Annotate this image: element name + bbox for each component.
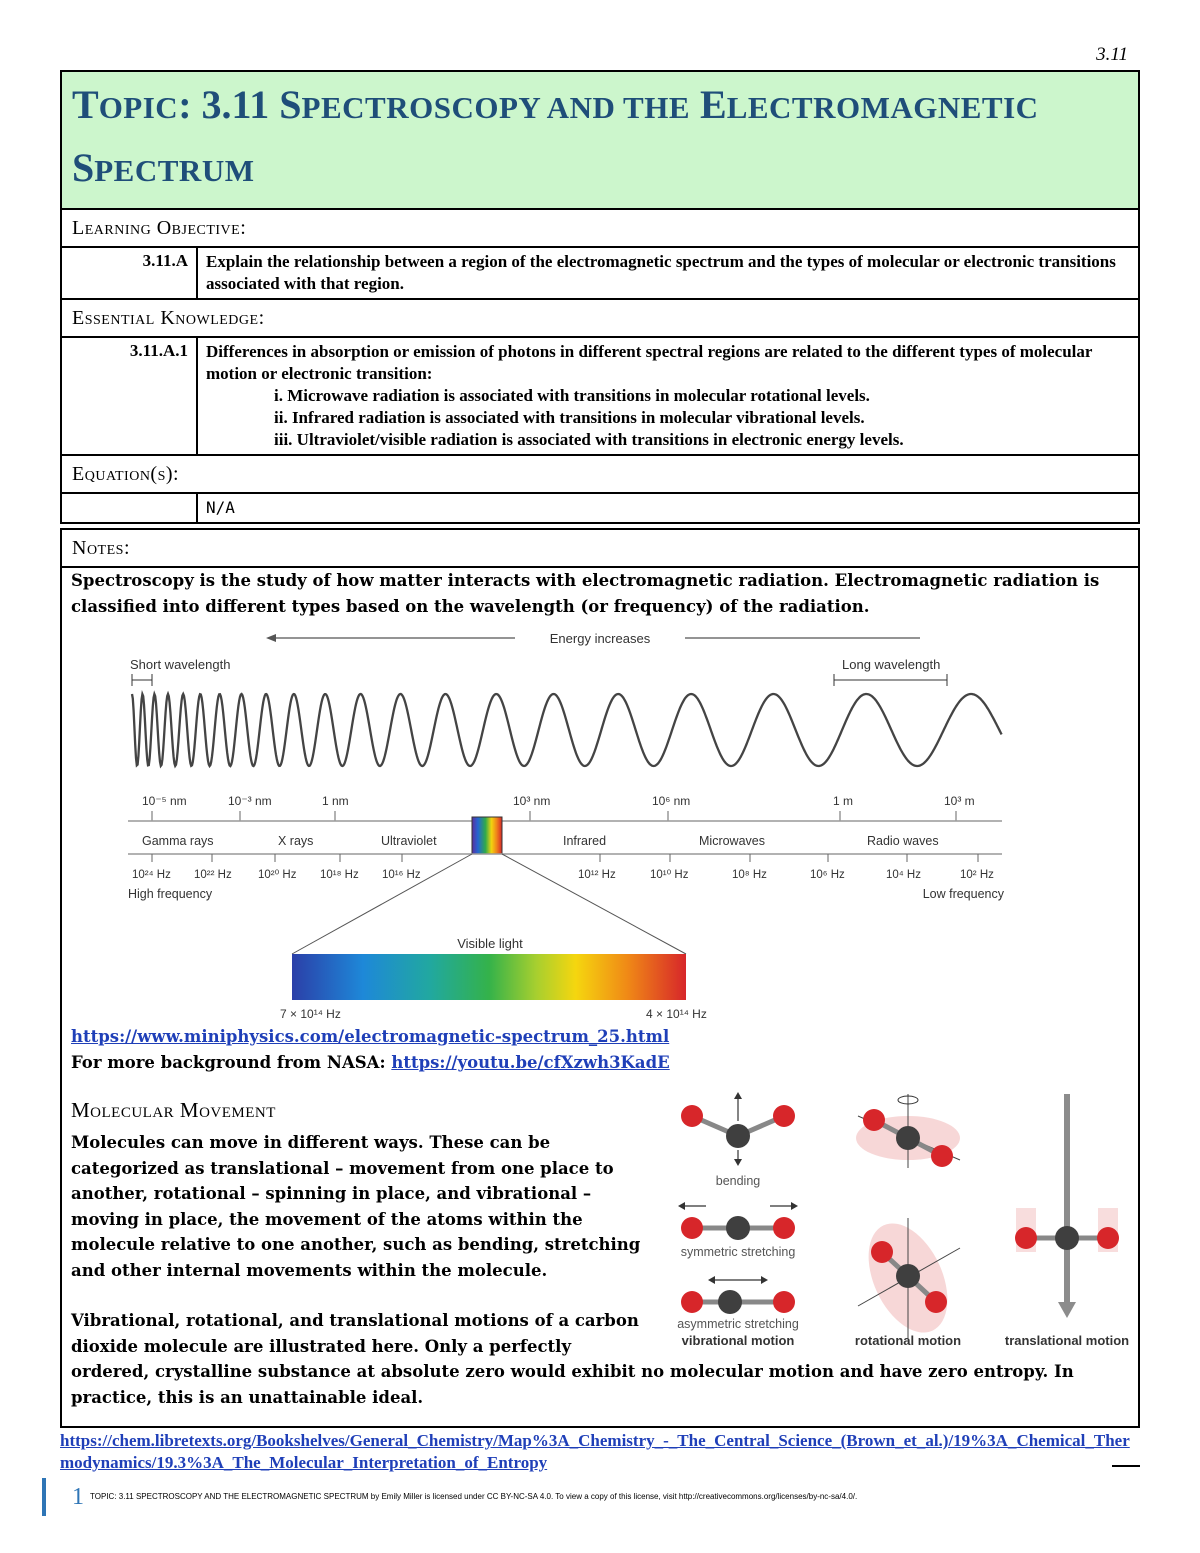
low-frequency-label: Low frequency — [922, 887, 1004, 901]
libretexts-link[interactable]: https://chem.libretexts.org/Bookshelves/General_Chemistry/Map%3A_Chemistry_-_The_Central_Science_(Brown_et_al.)/19%3A_Chemical_Thermodynamics/19.3%3A_The_Molecular_Interpretation_of_Entropy — [60, 1431, 1130, 1472]
nasa-link[interactable]: https://youtu.be/cfXzwh3KadE — [391, 1052, 670, 1072]
short-wavelength-label: Short wavelength — [130, 657, 231, 672]
notes-heading: Notes: — [62, 530, 1138, 568]
learning-objective-heading: Learning Objective: — [62, 210, 1138, 248]
energy-label: Energy increases — [549, 631, 651, 646]
long-wavelength-label: Long wavelength — [842, 657, 941, 672]
learning-objective-row — [62, 248, 1138, 300]
frequency-axis — [132, 869, 994, 881]
title-part: PECTROSCOPY AND THE — [301, 90, 690, 125]
symmetric-stretching-molecule — [678, 1202, 798, 1240]
divider — [1112, 1465, 1140, 1467]
title-part: LECTROMAGNETIC — [726, 90, 1039, 125]
em-spectrum-diagram — [120, 626, 1020, 1026]
wavelength-tick: 10⁶ nm — [652, 794, 691, 808]
frequency-tick: 10²² Hz — [194, 869, 232, 881]
visible-spectrum-bar — [292, 954, 686, 1000]
molecular-paragraph-2b: ordered, crystalline substance at absolute zero would exhibit no molecular motion and have zero entropy. In practice, this is an unattainable ideal. — [71, 1362, 1074, 1407]
wavelength-tick: 10⁻⁵ nm — [142, 794, 187, 808]
molecular-motion-figure — [660, 1088, 1140, 1348]
translational-molecule — [1015, 1094, 1119, 1318]
essential-knowledge-row — [62, 338, 1138, 456]
wavelength-tick: 10⁻³ nm — [228, 794, 272, 808]
region-label: Radio waves — [867, 834, 939, 848]
translational-motion-label: translational motion — [1004, 1333, 1130, 1348]
region-label: Ultraviolet — [381, 834, 437, 848]
title-part: E — [690, 82, 727, 127]
region-label: X rays — [278, 834, 314, 848]
knowledge-item: ii. Infrared radiation is associated with transitions in molecular vibrational levels. — [274, 408, 865, 427]
asymmetric-stretching-molecule — [681, 1276, 795, 1314]
frequency-tick: 10²⁴ Hz — [132, 869, 171, 881]
equations-row — [62, 494, 1138, 522]
region-label: Microwaves — [699, 834, 765, 848]
knowledge-text — [198, 338, 1138, 454]
title-part: S — [72, 145, 95, 190]
notes-box — [60, 528, 1140, 1428]
equations-value: N/A — [206, 498, 235, 517]
knowledge-item: i. Microwave radiation is associated with transitions in molecular rotational levels. — [274, 386, 870, 405]
title-part: PECTRUM — [94, 153, 255, 188]
wavelength-axis — [142, 794, 975, 808]
wavelength-tick: 1 nm — [322, 794, 349, 808]
wavelength-tick: 10³ m — [944, 794, 975, 808]
essential-knowledge-heading: Essential Knowledge: — [62, 300, 1138, 338]
visible-freq-right: 4 × 10¹⁴ Hz — [646, 1007, 707, 1021]
visible-freq-left: 7 × 10¹⁴ Hz — [280, 1007, 341, 1021]
bending-label: bending — [715, 1174, 761, 1188]
wavelength-brackets — [132, 674, 947, 686]
frequency-tick: 10⁴ Hz — [886, 869, 921, 881]
rotational-molecule-top — [856, 1094, 960, 1168]
page-title — [62, 72, 1138, 210]
frequency-tick: 10¹⁰ Hz — [650, 869, 689, 881]
topic-table — [60, 70, 1140, 524]
equations-code — [62, 494, 198, 522]
molecular-movement-heading: Molecular Movement — [71, 1098, 276, 1122]
rotational-molecule-bottom — [853, 1211, 964, 1345]
high-frequency-label: High frequency — [128, 887, 213, 901]
molecular-paragraph-2a: Vibrational, rotational, and translational motions of a carbon dioxide molecule are illustrated here. Only a perfectly — [71, 1311, 639, 1356]
notes-links — [71, 1024, 670, 1075]
frequency-tick: 10² Hz — [960, 869, 994, 881]
title-part: T — [72, 82, 99, 127]
visible-light-label: Visible light — [457, 936, 523, 951]
bending-molecule — [681, 1092, 795, 1166]
equations-heading: Equation(s): — [62, 456, 1138, 494]
visible-band — [472, 817, 502, 854]
objective-text: Explain the relationship between a region of the electromagnetic spectrum and the types of molecular or electronic transitions associated with that region. — [206, 252, 1116, 293]
wavelength-tick: 10³ nm — [513, 794, 551, 808]
knowledge-intro: Differences in absorption or emission of photons in different spectral regions are related to the different types of molecular motion or electronic transition: — [206, 342, 1093, 383]
page-label: 3.11 — [1096, 44, 1128, 65]
frequency-tick: 10¹⁸ Hz — [320, 869, 359, 881]
vibrational-motion-label: vibrational motion — [681, 1333, 795, 1348]
frequency-tick: 10⁸ Hz — [732, 869, 767, 881]
notes-intro: Spectroscopy is the study of how matter interacts with electromagnetic radiation. Electromagnetic radiation is classified into different types based on the wavelength (or frequency) of the radiation. — [71, 571, 1100, 616]
rotational-motion-label: rotational motion — [854, 1333, 962, 1348]
molecular-paragraph-1: Molecules can move in different ways. These can be categorized as translational – movement from one place to another, rotational – spinning in place, and vibrational – moving in place, the movement of the atoms within the molecule relative to one another, such as bending, stretching and other internal movements within the molecule. — [71, 1133, 641, 1280]
region-labels — [142, 834, 939, 848]
title-part: : 3.11 S — [178, 82, 302, 127]
symmetric-stretching-label: symmetric stretching — [680, 1245, 796, 1259]
frequency-tick: 10¹⁶ Hz — [382, 869, 421, 881]
asymmetric-stretching-label: asymmetric stretching — [677, 1317, 799, 1331]
arrow-head — [266, 634, 276, 642]
frequency-tick: 10⁶ Hz — [810, 869, 845, 881]
footer-license: TOPIC: 3.11 SPECTROSCOPY AND THE ELECTROMAGNETIC SPECTRUM by Emily Miller is licensed under CC BY-NC-SA 4.0. To view a copy of this license, visit http://creativecommons.org/licenses/by-nc-sa/4.0/. — [90, 1492, 858, 1501]
knowledge-code: 3.11.A.1 — [62, 338, 198, 454]
knowledge-item: iii. Ultraviolet/visible radiation is associated with transitions in electronic energy levels. — [274, 430, 904, 449]
nasa-label: For more background from NASA: — [71, 1052, 386, 1072]
title-part: OPIC — [98, 90, 179, 125]
em-wave — [132, 694, 1002, 766]
miniphysics-link[interactable]: https://www.miniphysics.com/electromagnetic-spectrum_25.html — [71, 1027, 670, 1046]
frequency-tick: 10²⁰ Hz — [258, 869, 297, 881]
footer-bar — [42, 1478, 46, 1516]
objective-code: 3.11.A — [62, 248, 198, 298]
region-label: Gamma rays — [142, 834, 214, 848]
frequency-tick: 10¹² Hz — [578, 869, 616, 881]
footer-page-number: 1 — [72, 1484, 84, 1510]
wavelength-tick: 1 m — [833, 794, 854, 808]
region-label: Infrared — [563, 834, 607, 848]
